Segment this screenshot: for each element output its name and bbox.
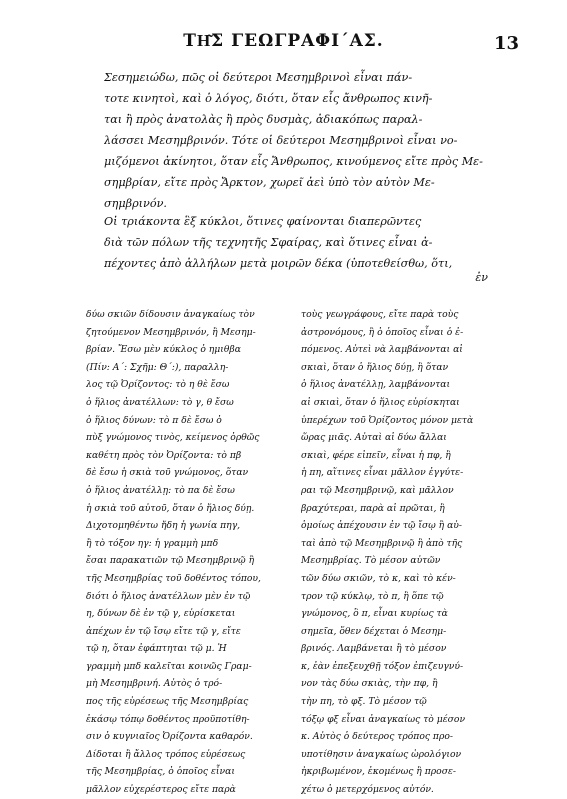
column-line: πος τῆς εὑρέσεως τῆς Μεσημβρίας	[86, 696, 249, 708]
paragraph-line: πέχοντες ἀπὸ ἀλλήλων μετὰ μοιρῶν δέκα (ὑποτεθείσθω, ὅτι,	[104, 257, 453, 270]
column-line: σημεῖα, ὅθεν δέχεται ὁ Μεσημ-	[301, 625, 447, 637]
column-line: αἱ σκιαὶ, ὅταν ὁ ἥλιος εὑρίσκηται	[301, 396, 460, 408]
column-line: σκιαὶ, φέρε εἰπεῖν, εἶναι ἡ πφ, ἢ	[301, 449, 451, 461]
column-line: Δίδοται ἢ ἄλλος τρόπος εὑρέσεως	[86, 748, 246, 760]
column-line: τῆς Μεσημβρίας, ὁ ὁποῖος εἶναι	[86, 766, 235, 778]
column-line: γνώμονος, ὃ π, εἶναι κυρίως τὰ	[301, 608, 448, 620]
column-line: δὲ ἔσω ἡ σκιὰ τοῦ γνώμονος, ὅταν	[86, 467, 249, 479]
column-line: βραχύτεραι, παρὰ αἱ πρῶται, ἢ	[301, 502, 445, 514]
column-line: μὴ Μεσημβρινή. Αὐτὸς ὁ τρό-	[86, 678, 223, 690]
column-line: ὑπερέχων τοῦ Ὀρίζοντος μόνον μετὰ	[301, 414, 474, 426]
paragraph-2	[104, 211, 492, 274]
left-column	[86, 306, 300, 799]
column-line: τῆς Μεσημβρίας τοῦ δοθέντος τόπου,	[86, 572, 261, 584]
paragraph-line: Οἱ τριάκοντα ἓξ κύκλοι, ὅτινες φαίνονται διαπερῶντες	[104, 215, 422, 228]
column-line: πόμενος. Αὐτεὶ νὰ λαμβάνονται αἱ	[301, 344, 463, 356]
column-line: Διχοτομηθέντω ἤδη ἡ γωνία πηγ,	[86, 520, 241, 532]
column-line: ἡ πη, αἵτινες εἶναι μᾶλλον ἐγγύτε-	[301, 467, 464, 479]
column-line: σιν ὁ κυγνιαῖος Ὀρίζοντα καθαρόν.	[86, 731, 253, 743]
column-line: βρινός. Λαμβάνεται ἢ τὸ μέσον	[301, 643, 447, 655]
paragraph-line: τοτε κινητοὶ, καὶ ὁ λόγος, διότι, ὅταν εἷς ἄνθρωπος κινῆ-	[104, 92, 433, 105]
paragraph-line: λάσσει Μεσημβρινόν. Τότε οἱ δεύτεροι Μεσημβρινοὶ εἶναι νο-	[104, 134, 458, 147]
column-line: τρον τῷ κύκλῳ, τὸ π, ἢ ὅπε τῷ	[301, 590, 444, 602]
column-line: ἔσαι παρακατιῶν τῷ Μεσημβρινῷ ἢ	[86, 555, 255, 567]
column-line: κ. Αὐτὸς ὁ δεύτερος τρόπος προ-	[301, 731, 454, 743]
column-line: διότι ὁ ἥλιος ἀνατέλλων μὲν ἐν τῷ	[86, 590, 251, 602]
catchword: ἐν	[475, 271, 488, 284]
column-line: η, δύνων δὲ ἐν τῷ γ, εὑρίσκεται	[86, 608, 236, 620]
column-line: δύω σκιῶν δίδουσιν ἀναγκαίως τὸν	[86, 309, 255, 320]
column-line: ἢ τὸ τόξον ηγ: ἡ γραμμὴ μπδ	[86, 537, 219, 549]
column-line: Μεσημβρίας. Τὸ μέσον αὐτῶν	[301, 555, 441, 567]
column-line: τόξῳ φξ εἶναι ἀναγκαίως τὸ μέσον	[301, 713, 466, 725]
right-column	[301, 306, 515, 799]
column-line: ἀπέχων ἐν τῷ ἴσῳ εἴτε τῷ γ, εἴτε	[86, 625, 241, 637]
column-line: σκιαὶ, ὅταν ὁ ἥλιος δύῃ, ἢ ὅταν	[301, 361, 449, 373]
running-header: ΤΗ͂Σ ΓΕΩΓΡΑΦΙ΄ΑΣ.	[183, 31, 384, 51]
paragraph-line: ται ἢ πρὸς ἀνατολὰς ἢ πρὸς δυσμὰς, ἀδιακόπως παραλ-	[104, 113, 423, 126]
column-line: γραμμὴ μπδ καλεῖται κοινῶς Γραμ-	[86, 660, 252, 672]
column-line: χέτω ὁ μετερχόμενος αὐτόν.	[301, 784, 434, 796]
column-line: πὺξ γνώμονος τινὸς, κείμενος ὀρθῶς	[86, 432, 260, 444]
column-line: ἠκριβωμένον, ἐκομένως ἢ προσε-	[301, 766, 457, 778]
page-number: 13	[493, 33, 519, 54]
column-line: ταὶ ἀπὸ τῷ Μεσημβρινῷ ἢ ἀπὸ τῆς	[301, 537, 463, 549]
column-line: βρίαν. Ἔσω μὲν κύκλος ὁ ημιθβα	[86, 344, 241, 356]
paragraph-line: Σεσημειώδω, πῶς οἱ δεύτεροι Μεσημβρινοὶ εἶναι πάν-	[104, 71, 413, 84]
column-line: ἡ σκιὰ τοῦ αὐτοῦ, ὅταν ὁ ἥλιος δύῃ.	[86, 502, 255, 514]
column-line: ὁ ἥλιος ἀνατέλλῃ: τὸ πα δὲ ἔσω	[86, 484, 235, 496]
column-line: τῶν δύω σκιῶν, τὸ κ, καὶ τὸ κέν-	[301, 572, 456, 584]
column-line: ὁμοίως ἀπέχουσιν ἐν τῷ ἴσῳ ἢ αὐ-	[301, 520, 462, 532]
column-line: καθέτη πρὸς τὸν Ὀρίζοντα: τὸ πβ	[86, 449, 242, 461]
column-line: ἀστρονόμους, ἢ ὁ ὁποῖος εἶναι ὁ ἐ-	[301, 326, 464, 338]
paragraph-line: μιζόμενοι ἀκίνητοι, ὅταν εἷς Ἄνθρωπος, κινούμενος εἴτε πρὸς Με-	[104, 155, 483, 168]
column-line: ὁ ἥλιος ἀνατέλλῃ, λαμβάνονται	[301, 379, 451, 391]
column-line: ἐκάσῳ τόπῳ δοθέντος προϋποτίθη-	[86, 713, 250, 725]
column-line: νον τὰς δύω σκιὰς, τὴν πφ, ἢ	[301, 678, 438, 690]
column-line: μᾶλλον εὐχερέστερος εἴτε παρὰ	[86, 784, 236, 796]
paragraph-1	[104, 67, 492, 214]
column-line: (Πίν: Α΄: Σχῆμ: Θ΄:), παραλλη-	[86, 361, 229, 373]
column-line: τὴν πη, τὸ φξ. Τὸ μέσον τῷ	[301, 696, 427, 708]
column-line: ὁ ἥλιος δύνων: τὸ π δὲ ἔσω ὁ	[86, 414, 222, 426]
column-line: κ, ἐὰν ἐπεξευχθῇ τόξον ἐπιζευγνύ-	[301, 660, 464, 672]
paragraph-line: σημβρινόν.	[104, 197, 167, 210]
column-line: ζητούμενον Μεσημβρινόν, ἢ Μεσημ-	[86, 326, 256, 338]
column-line: λος τῷ Ὀρίζοντος: τὸ η θὲ ἔσω	[86, 379, 230, 391]
column-line: ὁ ἥλιος ἀνατέλλων: τὸ γ, θ ἔσω	[86, 396, 234, 408]
paragraph-line: διὰ τῶν πόλων τῆς τεχνητῆς Σφαίρας, καὶ ὅτινες εἶναι ἀ-	[104, 236, 433, 249]
column-line: υποτίθησιν ἀναγκαίως ὡρολόγιον	[301, 748, 462, 760]
column-line: τῷ η, ὅταν ἐφάπτηται τῷ μ. Ἡ	[86, 643, 227, 655]
column-line: τοὺς γεωγράφους, εἴτε παρὰ τοὺς	[301, 309, 459, 320]
column-line: ραι τῷ Μεσημβρινῷ, καὶ μᾶλλον	[301, 484, 454, 496]
paragraph-line: σημβρίαν, εἴτε πρὸς Ἄρκτον, χωρεῖ ἀεὶ ὑπὸ τὸν αὐτὸν Με-	[104, 176, 435, 189]
column-line: ὥρας μιᾶς. Αὐταὶ αἱ δύω ἄλλαι	[301, 432, 447, 444]
